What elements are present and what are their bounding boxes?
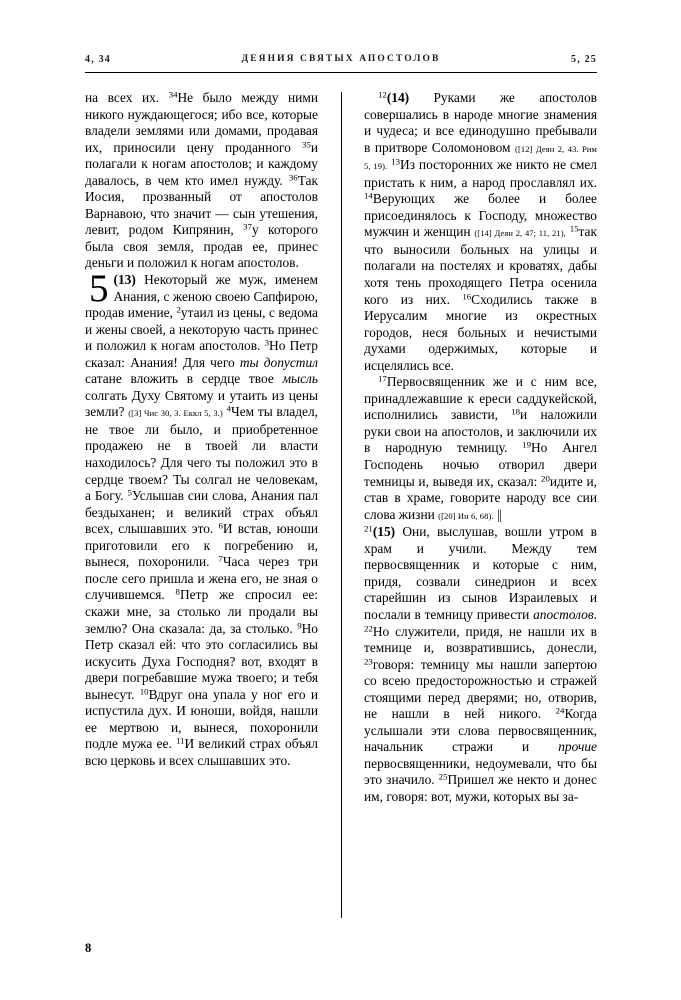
text-run: у которого была своя земля, продав ее, принес деньги и положил к ногам апостолов.	[85, 222, 318, 271]
verse-number: 11	[176, 735, 185, 746]
text-run: Но служители, придя, не нашли их в темнице и, возвратившись, донесли,	[364, 623, 597, 656]
verse-number: 2	[176, 304, 181, 315]
paragraph-chapter-5	[85, 267, 319, 769]
verse-number: 5	[127, 487, 132, 498]
page-number: 8	[85, 941, 92, 955]
text-run: и наложили руки свои на апостолов, и заключили их в народную темницу.	[364, 407, 597, 456]
verse-number: 13	[391, 156, 401, 167]
verse-number: 24	[555, 705, 565, 716]
header-left-reference: 4, 34	[85, 53, 111, 65]
paragraph-verse-12	[364, 90, 597, 374]
chapter-marker: (15)	[372, 524, 396, 540]
text-run: Но Петр сказал ей: что это согласились вы искусить Духа Господня? вот, входят в двери погребавшие мужа твоего; и тебя вынесут.	[85, 620, 318, 702]
verse-number: 17	[378, 373, 387, 384]
verse-number: 19	[522, 439, 531, 450]
text-run: Пришел же некто и донес им, говоря: вот, мужи, которых вы за-	[364, 772, 597, 804]
text-run: Сходились также в Иерусалим многие из окрестных городов, неся больных и нечистыми духами одержимых, которые и исцелялись все.	[364, 291, 598, 373]
text-run: Из посторонних же никто не смел пристать к ним, а народ прославлял их.	[364, 157, 597, 190]
verse-number: 18	[511, 406, 521, 417]
verse-number: 25	[438, 771, 448, 782]
paragraph-mark: ||	[497, 506, 502, 522]
text-run: говоря: темницу мы нашли запертою со всею предосторожностью и стражей стоящими перед дверями; но, отворив, не нашли в ней никого.	[364, 656, 597, 722]
emphasis-text: ты допустил	[239, 354, 319, 370]
paragraph-continued-verse-34	[85, 90, 318, 272]
text-run: солгать Духу Святому и утаить из цены земли?	[85, 387, 318, 420]
cross-reference: ([12] Деян 2, 43. Рим 5, 19).	[364, 143, 597, 172]
verse-number: 9	[297, 619, 302, 630]
verse-number: 37	[243, 221, 252, 232]
verse-number: 10	[139, 686, 149, 697]
verse-number: 22	[364, 622, 373, 633]
cross-reference: ([20] Ин 6, 68).	[438, 510, 494, 521]
text-run: Некоторый же муж, именем Анания, с женою своею Сапфирою, продав имение,	[85, 272, 318, 321]
text-run: Услышав сии слова, Анания пал бездыханен; и великий страх объял всех, слышавших это.	[85, 488, 318, 537]
text-run: И встав, юноши приготовили его к погребению и, вынеся, похоронили.	[85, 521, 318, 570]
text-run: первосвященники, недоумевали, что бы это значило.	[364, 755, 597, 788]
text-run: Часа через три после сего пришла и жена его, не зная о случившемся.	[85, 554, 318, 603]
emphasis-text: прочие	[558, 739, 597, 755]
text-columns	[85, 90, 597, 920]
verse-number: 35	[302, 139, 311, 150]
verse-number: 8	[175, 586, 180, 597]
text-run: Так Иосия, прозванный от апостолов Варнавою, что значит — сын утешения, левит, родом Кипрянин,	[85, 172, 318, 238]
text-run: Но Петр сказал: Анания! Для чего	[85, 338, 318, 370]
verse-number: 23	[364, 656, 373, 666]
text-run: Когда услышали эти слова первосвященник, начальник стражи и	[364, 706, 597, 755]
text-run: Первосвященник же и с ним все, принадлежавшие к ереси саддукейской, исполнились зависти,	[364, 374, 597, 423]
verse-number: 15	[569, 223, 579, 234]
paragraph-verse-21	[364, 524, 597, 805]
emphasis-text: мысль	[282, 371, 318, 387]
verse-number: 16	[462, 290, 472, 301]
verse-number: 7	[218, 553, 223, 564]
verse-number: 3	[264, 337, 270, 348]
text-run: Верующих же более и более присоединялось к Господу, множество мужчин и женщин	[364, 191, 597, 240]
text-run: Но Ангел Господень ночью отворил двери темницы и, выведя их, сказал:	[364, 440, 597, 489]
paragraph-verse-17	[364, 374, 597, 524]
text-run: идите и, став в храме, говорите народу все сии слова жизни	[364, 473, 597, 522]
header-divider	[85, 72, 597, 73]
verse-number: 36	[288, 172, 298, 183]
verse-number: 4	[226, 403, 231, 414]
text-run: Не было между ними никого нуждающегося; ибо все, которые владели землями или домами, продавая их, приносили цену проданного	[85, 90, 318, 155]
text-run: сатане вложить в сердце твое	[85, 371, 283, 387]
verse-number: 34	[168, 89, 178, 100]
text-run: Руками же апостолов совершались в народе многие знамения и чудеса; и все единодушно пребывали в притворе Соломоновом	[364, 90, 597, 155]
cross-reference: ([3] Чис 30, 3. Еккл 5, 3.)	[128, 408, 223, 419]
chapter-number-dropcap: 5	[89, 267, 109, 311]
text-run: на всех их.	[85, 90, 169, 105]
column-left	[85, 90, 318, 920]
column-divider	[341, 92, 342, 918]
page-title: ДЕЯНИЯ СВЯТЫХ АПОСТОЛОВ	[241, 54, 441, 64]
cross-reference: ([14] Деян 2, 47; 11, 21),	[474, 228, 566, 239]
text-run: .	[593, 606, 597, 622]
text-run: Они, выслушав, вошли утром в храм и учили. Между тем первосвященник и которые с ним, придя, созвали синедрион и всех старейшин из сынов Израилевых и послали в темницу привести	[364, 524, 597, 622]
verse-number: 14	[364, 190, 373, 201]
text-run: Чем ты владел, не твое ли было, и приобретенное продажею не в твоей ли власти находилось? Для чего ты положил это в сердце твоем? Ты солгал не человекам, а Богу.	[85, 404, 318, 504]
text-run: и полагали к ногам апостолов; и каждому давалось, в чем кто имел нужду.	[85, 139, 318, 188]
text-run: так что выносили больных на улицы и полагали на постелях и кроватях, дабы хотя тень проходящего Петра осенила кого из них.	[364, 224, 597, 307]
header-right-reference: 5, 25	[571, 53, 597, 65]
text-run: утаил из цены, с ведома и жены своей, а некоторую часть принес и положил к ногам апостолов.	[85, 305, 318, 354]
running-head	[85, 50, 597, 68]
verse-number: 6	[218, 520, 223, 531]
verse-number: 21	[364, 523, 373, 534]
verse-number: 20	[541, 472, 550, 483]
text-run: И великий страх объял всю церковь и всех слышавших это.	[85, 736, 318, 768]
text-run: Вдруг она упала у ног его и испустила дух. И юноши, войдя, нашли ее мертвою и, вынеся, похоронили подле мужа ее.	[85, 686, 318, 752]
chapter-marker: (14)	[386, 90, 410, 105]
emphasis-text: апостолов	[533, 606, 594, 622]
chapter-marker: (13)	[113, 272, 136, 288]
column-right	[364, 90, 597, 920]
verse-number: 12	[378, 89, 387, 100]
text-run: Петр же спросил ее: скажи мне, за столько ли продали вы землю? Она сказала: да, за столько.	[85, 587, 318, 636]
